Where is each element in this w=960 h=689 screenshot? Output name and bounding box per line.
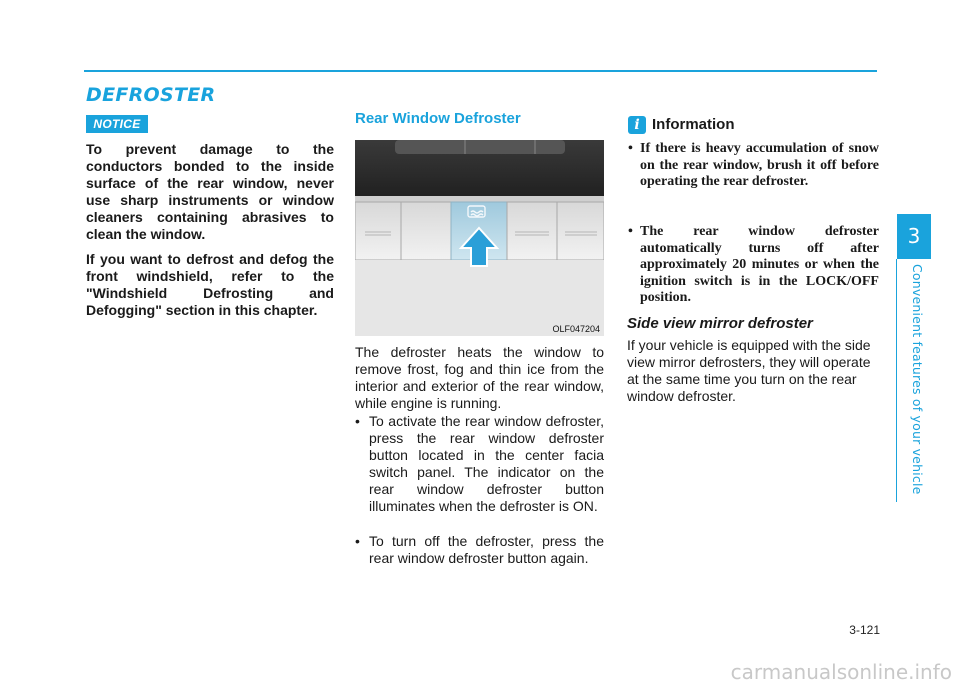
bullet-text: To activate the rear window defroster, press the rear window defroster button located in the center facia switch panel. The indicator on the rear window defroster button illuminates when the defroster is ON.: [369, 413, 604, 514]
chapter-rule: [896, 259, 897, 502]
top-rule: [84, 70, 877, 72]
mirror-defroster-title: Side view mirror defroster: [627, 315, 813, 332]
notice-paragraph-2: If you want to defrost and defog the front windshield, refer to the "Windshield Defrosting and Defogging" section in this chapter.: [86, 251, 334, 318]
page-number: 3-121: [849, 623, 880, 637]
bullet-dot: •: [355, 413, 360, 429]
list-item: [628, 141, 879, 191]
watermark: carmanualsonline.info: [730, 660, 952, 684]
info-icon: i: [628, 116, 646, 134]
bullet-dot: •: [355, 533, 360, 549]
bullet-text: The rear window defroster automatically turns off after approximately 20 minutes or when the ignition switch is in the LOCK/OFF position.: [640, 224, 879, 305]
chapter-tab: 3: [897, 214, 931, 259]
list-item: [355, 413, 604, 515]
chapter-title: Convenient features of your vehicle: [910, 264, 925, 495]
switch-panel-figure: [355, 140, 604, 336]
bullet-text: If there is heavy accumulation of snow on the rear window, brush it off before operating the rear defroster.: [640, 141, 879, 189]
figure-code: OLF047204: [552, 324, 600, 334]
rear-defroster-title: Rear Window Defroster: [355, 110, 521, 127]
list-item: [355, 533, 604, 567]
bullet-dot: •: [628, 141, 633, 156]
bullet-text: To turn off the defroster, press the rear window defroster button again.: [369, 533, 604, 566]
switch-panel-illustration: [355, 140, 604, 336]
list-item: [628, 224, 879, 307]
section-title: DEFROSTER: [86, 84, 216, 106]
mirror-defroster-text: If your vehicle is equipped with the side view mirror defrosters, they will operate at the same time you turn on the rear window defroster.: [627, 337, 871, 404]
information-title: Information: [652, 116, 735, 133]
rear-defroster-intro: The defroster heats the window to remove frost, fog and thin ice from the interior and exterior of the rear window, while engine is running.: [355, 344, 604, 411]
bullet-dot: •: [628, 224, 633, 239]
notice-paragraph-1: To prevent damage to the conductors bonded to the inside surface of the rear window, never use sharp instruments or window cleaners containing abrasives to clean the window.: [86, 141, 334, 242]
notice-badge: NOTICE: [86, 115, 148, 133]
